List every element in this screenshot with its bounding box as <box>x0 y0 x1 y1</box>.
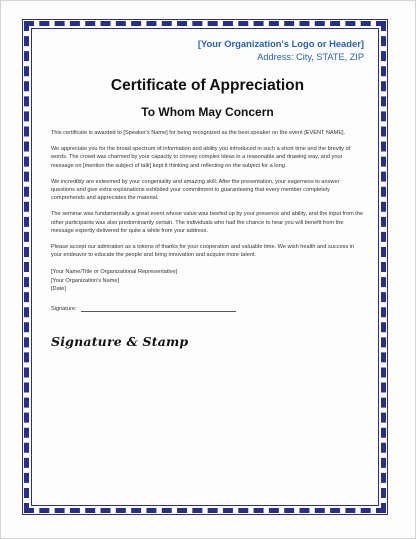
signature-label: Signature: <box>51 305 77 312</box>
signature-rule <box>81 305 236 312</box>
organization-logo-header: [Your Organization's Logo or Header] <box>197 38 364 49</box>
body-paragraph: Please accept our admiration as a tokens of thanks for your cooperation and valuable time. We wish health and success in your endeavor to educate the people and bring innovation and acquire more talent. <box>51 244 355 259</box>
certificate-subtitle: To Whom May Concern <box>141 105 274 119</box>
representative-organization: [Your Organization's Name] <box>51 277 120 284</box>
representative-block <box>51 268 364 293</box>
body-paragraph: The seminar was fundamentally a great event whose value was beefed up by your presence and ability, and the input from the other participants was also predominantly certain. The individuals who had the chance to hear you will benefit from the message expertly delivered for quite a while from your address. <box>51 211 364 234</box>
signature-stamp-text: Signature & Stamp <box>51 333 189 349</box>
signature-line <box>51 305 364 312</box>
body-paragraph: This certificate is awarded to [Speaker's Name] for being recognized as the best speaker on the event [EVENT NAME]. <box>51 130 346 136</box>
certificate-content <box>51 38 364 349</box>
representative-name-title: [Your Name/Title or Organizational Representative] <box>51 269 178 276</box>
organization-address: Address: City, STATE, ZIP <box>257 52 364 62</box>
body-paragraph: We appreciate you for the broad spectrum of information and ability you introduced in such a short time and the brevity of words. The crowd was charmed by your capacity to convey complex ideas in a reasonable and drawing way, and your message on [mention the subject of talk] kept it thinking and reflecting on the subject for a long. <box>51 146 351 169</box>
certificate-title: Certificate of Appreciation <box>110 77 305 94</box>
representative-date: [Date] <box>51 286 66 293</box>
body-paragraph: We incredibly are esteemed by your congeniality and amazing skill. After the presentation, your eagerness to answer questions and give extra explanations exhibited your commitment to guaranteeing that every member completely comprehends and appreciates the material. <box>51 178 340 202</box>
